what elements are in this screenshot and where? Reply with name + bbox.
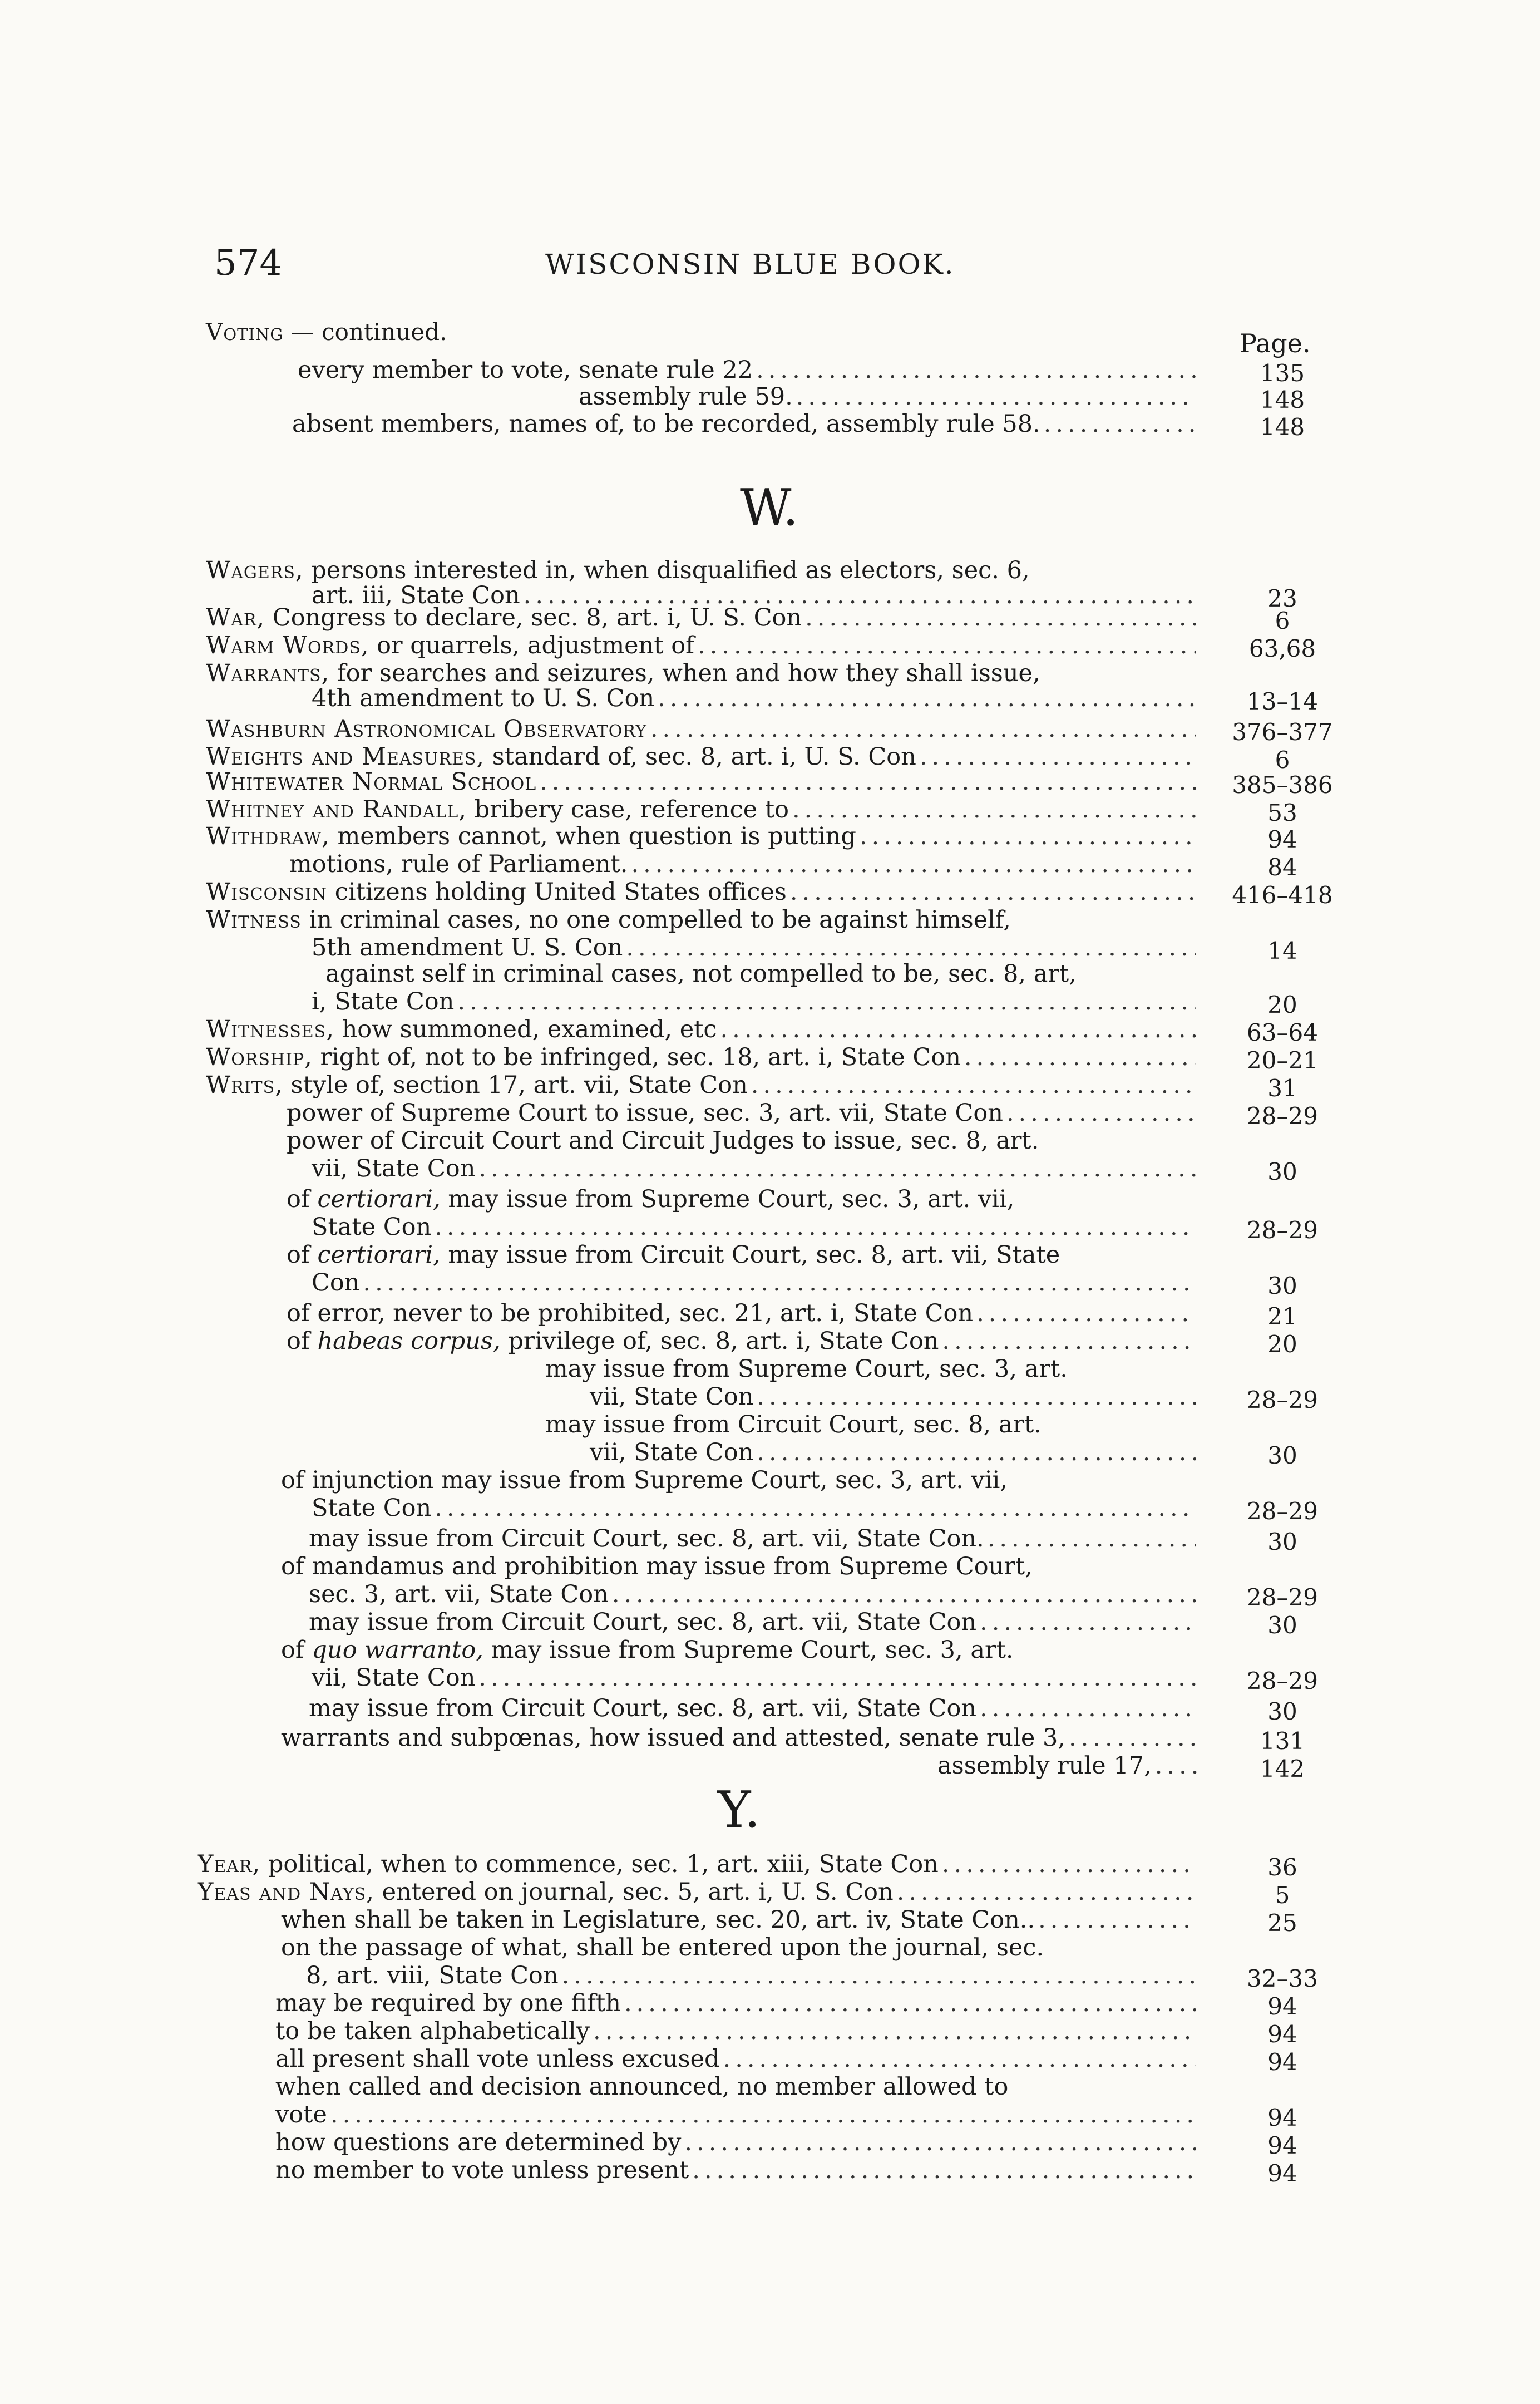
- page-reference: 6: [1275, 607, 1290, 634]
- index-entry-text: all present shall vote unless excused: [275, 2045, 720, 2073]
- index-entry-line: [275, 2101, 1196, 2129]
- index-entry-text: against self in criminal cases, not compelled to be, sec. 8, art,: [325, 960, 1077, 988]
- dot-leader: [964, 1043, 1196, 1071]
- page-reference: 28–29: [1247, 1667, 1318, 1694]
- index-term: Wagers,: [206, 556, 304, 584]
- page-reference: 142: [1260, 1755, 1305, 1782]
- page-reference: 94: [1267, 2021, 1297, 2048]
- index-entry-text: 8, art. viii, State Con: [306, 1962, 559, 1989]
- index-entry-text: State Con: [312, 1494, 432, 1522]
- index-entry-line: [287, 1327, 1196, 1355]
- page-reference: 20–21: [1247, 1047, 1318, 1074]
- index-entry-text: Weights and Measures, standard of, sec. 8, art. i, U. S. Con: [206, 743, 916, 771]
- index-entry-line: [206, 632, 1196, 659]
- index-entry-line: [206, 659, 1202, 687]
- page-reference: 53: [1267, 799, 1297, 826]
- page-reference: 376–377: [1232, 718, 1333, 746]
- dot-leader: [593, 2017, 1196, 2045]
- dot-leader: [897, 1878, 1196, 1906]
- page-reference: 385–386: [1232, 771, 1333, 799]
- index-italic-term: quo warranto,: [312, 1636, 483, 1664]
- index-entry-line: [312, 1269, 1196, 1297]
- dot-leader: [612, 1580, 1196, 1608]
- index-entry-text: may issue from Circuit Court, sec. 8, art. vii, State Con.: [309, 1525, 984, 1553]
- index-entry-text: Year, political, when to commence, sec. 1, art. xiii, State Con: [198, 1850, 939, 1878]
- index-term: Whitewater Normal School: [206, 768, 537, 796]
- section-letter-w: W.: [740, 479, 799, 537]
- index-entry-line: [306, 1962, 1196, 1989]
- index-entry-text: power of Circuit Court and Circuit Judges to issue, sec. 8, art.: [287, 1127, 1039, 1155]
- index-entry-line: [275, 2045, 1196, 2073]
- index-entry-text: of certiorari, may issue from Supreme Court, sec. 3, art. vii,: [287, 1185, 1015, 1213]
- running-head: WISCONSIN BLUE BOOK.: [545, 248, 955, 280]
- page-reference: 135: [1260, 359, 1305, 387]
- index-entry-line: [312, 1155, 1196, 1183]
- page-reference: 13–14: [1247, 688, 1318, 715]
- page-reference: 148: [1260, 413, 1305, 441]
- index-entry-line: [312, 1494, 1196, 1522]
- index-entry-line: [309, 1608, 1196, 1636]
- index-term: Weights and Measures,: [206, 743, 485, 771]
- page-reference: 30: [1267, 1612, 1297, 1639]
- page-reference: 21: [1267, 1303, 1297, 1330]
- page-number: 574: [214, 243, 283, 284]
- index-term: Withdraw,: [206, 822, 330, 850]
- page-reference: 30: [1267, 1158, 1297, 1185]
- index-entry-line: [545, 1355, 1202, 1383]
- page-reference: 94: [1267, 1993, 1297, 2020]
- index-entry-text: may issue from Circuit Court, sec. 8, art.: [545, 1411, 1042, 1439]
- index-entry-line: [275, 2017, 1196, 2045]
- index-entry-line: [292, 410, 1196, 438]
- page-reference: 36: [1267, 1854, 1297, 1881]
- dot-leader: [658, 684, 1196, 712]
- index-entry-line: [206, 1016, 1196, 1043]
- index-entry-line: [198, 1878, 1196, 1906]
- index-entry-line: [206, 556, 1202, 584]
- index-entry-text: sec. 3, art. vii, State Con: [309, 1580, 609, 1608]
- dot-leader: [624, 1989, 1196, 2017]
- page-reference: 30: [1267, 1698, 1297, 1725]
- index-entry-line: [206, 822, 1196, 850]
- continued-term: Voting: [206, 318, 284, 346]
- index-entry-text: Withdraw, members cannot, when question is putting: [206, 822, 856, 850]
- index-entry-line: [545, 1411, 1202, 1439]
- page-reference: 416–418: [1232, 881, 1333, 909]
- dot-leader: [692, 2156, 1196, 2184]
- index-entry-text: Wagers, persons interested in, when disqualified as electors, sec. 6,: [206, 556, 1030, 584]
- index-entry-text: may issue from Circuit Court, sec. 8, art. vii, State Con: [309, 1694, 977, 1722]
- index-entry-text: i, State Con: [312, 988, 455, 1016]
- index-entry-text: Witness in criminal cases, no one compelled to be against himself,: [206, 906, 1011, 934]
- page-reference: 148: [1260, 386, 1305, 413]
- index-entry-line: [206, 878, 1196, 906]
- dot-leader: [757, 1439, 1196, 1466]
- index-entry-text: absent members, names of, to be recorded, assembly rule 58.: [292, 410, 1040, 438]
- index-entry-line: [206, 768, 1196, 796]
- dot-leader: [1155, 1752, 1202, 1780]
- index-entry-text: motions, rule of Parliament.: [289, 850, 628, 878]
- index-entry-line: [275, 2073, 1202, 2101]
- continued-heading: [206, 318, 447, 346]
- index-entry-text: Witnesses, how summoned, examined, etc: [206, 1016, 717, 1043]
- index-entry-text: art. iii, State Con: [312, 582, 520, 609]
- index-entry-text: of habeas corpus, privilege of, sec. 8, art. i, State Con: [287, 1327, 939, 1355]
- index-term: Witness: [206, 906, 302, 934]
- dot-leader: [330, 2101, 1196, 2129]
- index-entry-line: [289, 850, 1196, 878]
- index-entry-line: [206, 1071, 1196, 1099]
- dot-leader: [1038, 1906, 1196, 1934]
- index-entry-text: vii, State Con: [590, 1439, 754, 1466]
- index-term: Year,: [198, 1850, 261, 1878]
- index-entry-text: [206, 715, 647, 743]
- dot-leader: [976, 1299, 1196, 1327]
- dot-leader: [942, 1850, 1196, 1878]
- index-entry-line: [309, 1580, 1196, 1608]
- page-reference: 94: [1267, 826, 1297, 853]
- index-entry-line: [937, 1752, 1202, 1780]
- index-entry-text: power of Supreme Court to issue, sec. 3, art. vii, State Con: [287, 1099, 1003, 1127]
- page-reference: 94: [1267, 2048, 1297, 2076]
- page-reference: 28–29: [1247, 1386, 1318, 1413]
- dot-leader: [805, 604, 1196, 632]
- page-reference: 84: [1267, 854, 1297, 881]
- index-entry-line: [287, 1185, 1202, 1213]
- index-entry-line: [281, 1724, 1202, 1752]
- index-entry-text: may be required by one fifth: [275, 1989, 621, 2017]
- dot-leader: [790, 878, 1196, 906]
- page-reference: 28–29: [1247, 1102, 1318, 1130]
- index-entry-text: of certiorari, may issue from Circuit Court, sec. 8, art. vii, State: [287, 1241, 1060, 1269]
- index-entry-text: every member to vote, senate rule 22: [298, 356, 753, 384]
- dot-leader: [860, 822, 1196, 850]
- page-reference: 30: [1267, 1272, 1297, 1299]
- index-entry-text: warrants and subpœnas, how issued and attested, senate rule 3,: [281, 1724, 1065, 1752]
- index-entry-text: vii, State Con: [590, 1383, 754, 1411]
- index-entry-text: vote: [275, 2101, 327, 2129]
- index-entry-text: Warrants, for searches and seizures, when and how they shall issue,: [206, 659, 1040, 687]
- index-entry-line: [312, 988, 1196, 1016]
- index-term: Witnesses,: [206, 1016, 334, 1043]
- page-reference: 63,68: [1248, 635, 1316, 662]
- page-reference: 20: [1267, 991, 1297, 1018]
- index-entry-text: Writs, style of, section 17, art. vii, State Con: [206, 1071, 748, 1099]
- dot-leader: [920, 743, 1196, 771]
- index-entry-text: no member to vote unless present: [275, 2156, 689, 2184]
- index-entry-line: [590, 1439, 1196, 1466]
- dot-leader: [988, 1525, 1196, 1553]
- index-entry-line: [287, 1127, 1202, 1155]
- index-entry-line: [281, 1636, 1202, 1664]
- page-reference: 31: [1267, 1075, 1297, 1102]
- index-entry-text: Whitney and Randall, bribery case, reference to: [206, 796, 789, 824]
- index-entry-line: [312, 684, 1196, 712]
- continued-suffix: — continued.: [283, 318, 447, 346]
- index-entry-line: [579, 383, 1196, 411]
- dot-leader: [980, 1608, 1196, 1636]
- page-column-label: Page.: [1240, 328, 1311, 358]
- index-entry-line: [298, 356, 1196, 384]
- page-reference: 28–29: [1247, 1216, 1318, 1244]
- index-term: Writs,: [206, 1071, 283, 1099]
- index-entry-text: vii, State Con: [312, 1155, 476, 1183]
- index-entry-text: Wisconsin citizens holding United States offices: [206, 878, 787, 906]
- dot-leader: [723, 2045, 1196, 2073]
- index-entry-text: Con: [312, 1269, 360, 1297]
- index-entry-text: when called and decision announced, no member allowed to: [275, 2073, 1009, 2101]
- index-entry-text: Yeas and Nays, entered on journal, sec. 5, art. i, U. S. Con: [198, 1878, 894, 1906]
- index-entry-line: [206, 604, 1196, 632]
- index-italic-term: certiorari,: [317, 1185, 441, 1213]
- index-entry-text: of injunction may issue from Supreme Court, sec. 3, art. vii,: [281, 1466, 1008, 1494]
- index-term: Warm Words,: [206, 632, 369, 659]
- index-entry-line: [281, 1553, 1202, 1580]
- index-term: Wisconsin: [206, 878, 328, 906]
- index-term: Whitney and Randall,: [206, 796, 467, 824]
- page-reference: 30: [1267, 1528, 1297, 1555]
- index-entry-text: 4th amendment to U. S. Con: [312, 684, 655, 712]
- index-entry-line: [590, 1383, 1196, 1411]
- index-entry-line: [281, 1934, 1202, 1962]
- page-reference: 94: [1267, 2160, 1297, 2187]
- dot-leader: [756, 356, 1196, 384]
- index-entry-text: Warm Words, or quarrels, adjustment of: [206, 632, 695, 659]
- dot-leader: [942, 1327, 1196, 1355]
- dot-leader: [684, 2129, 1196, 2156]
- page-reference: 25: [1267, 1909, 1297, 1937]
- dot-leader: [626, 934, 1196, 962]
- index-entry-line: [309, 1525, 1196, 1553]
- index-entry-line: [206, 715, 1196, 743]
- section-letter-y: Y.: [718, 1781, 761, 1839]
- page-reference: 6: [1275, 746, 1290, 774]
- dot-leader: [478, 1155, 1196, 1183]
- index-entry-line: [287, 1241, 1202, 1269]
- index-entry-text: of quo warranto, may issue from Supreme Court, sec. 3, art.: [281, 1636, 1014, 1664]
- dot-leader: [751, 1071, 1196, 1099]
- page-reference: 32–33: [1247, 1965, 1318, 1992]
- index-entry-line: [312, 1664, 1196, 1692]
- index-entry-line: [275, 1989, 1196, 2017]
- index-entry-line: [287, 1099, 1196, 1127]
- dot-leader: [698, 632, 1196, 659]
- dot-leader: [478, 1664, 1196, 1692]
- index-entry-line: [281, 1466, 1202, 1494]
- dot-leader: [562, 1962, 1196, 1989]
- index-entry-line: [309, 1694, 1196, 1722]
- index-entry-line: [198, 1850, 1196, 1878]
- index-entry-line: [275, 2129, 1196, 2156]
- page-reference: 30: [1267, 1442, 1297, 1469]
- index-entry-text: of mandamus and prohibition may issue from Supreme Court,: [281, 1553, 1033, 1580]
- dot-leader: [796, 383, 1196, 411]
- page-reference: 28–29: [1247, 1497, 1318, 1525]
- index-entry-text: 5th amendment U. S. Con: [312, 934, 623, 962]
- index-entry-text: assembly rule 17,: [937, 1752, 1152, 1780]
- index-entry-text: [206, 768, 536, 796]
- index-entry-text: to be taken alphabetically: [275, 2017, 590, 2045]
- dot-leader: [792, 796, 1196, 824]
- page-reference: 94: [1267, 2104, 1297, 2131]
- dot-leader: [435, 1213, 1196, 1241]
- page-reference: 94: [1267, 2132, 1297, 2159]
- dot-leader: [757, 1383, 1196, 1411]
- index-entry-text: may issue from Supreme Court, sec. 3, art.: [545, 1355, 1068, 1383]
- index-entry-text: State Con: [312, 1213, 432, 1241]
- dot-leader: [363, 1269, 1196, 1297]
- page-reference: 20: [1267, 1331, 1297, 1358]
- dot-leader: [631, 850, 1196, 878]
- index-entry-line: [312, 934, 1196, 962]
- index-entry-text: when shall be taken in Legislature, sec. 20, art. iv, State Con..: [281, 1906, 1035, 1934]
- index-term: Washburn Astronomical Observatory: [206, 715, 647, 743]
- dot-leader: [650, 715, 1196, 743]
- dot-leader: [435, 1494, 1196, 1522]
- dot-leader: [1069, 1724, 1202, 1752]
- page-reference: 23: [1267, 585, 1297, 612]
- index-entry-line: [206, 906, 1202, 934]
- index-entry-line: [281, 1906, 1196, 1934]
- page-reference: 131: [1260, 1727, 1305, 1755]
- index-term: Warrants,: [206, 659, 330, 687]
- dot-leader: [980, 1694, 1196, 1722]
- index-entry-text: on the passage of what, shall be entered upon the journal, sec.: [281, 1934, 1044, 1962]
- index-italic-term: habeas corpus,: [317, 1327, 501, 1355]
- page-reference: 14: [1267, 937, 1297, 964]
- dot-leader: [457, 988, 1196, 1016]
- index-italic-term: certiorari,: [317, 1241, 441, 1269]
- dot-leader: [1044, 410, 1196, 438]
- index-entry-text: vii, State Con: [312, 1664, 476, 1692]
- index-entry-line: [287, 1299, 1196, 1327]
- page-reference: 5: [1275, 1881, 1290, 1909]
- index-term: Yeas and Nays,: [198, 1878, 374, 1906]
- index-entry-text: Worship, right of, not to be infringed, sec. 18, art. i, State Con: [206, 1043, 961, 1071]
- page-reference: 63–64: [1247, 1019, 1318, 1046]
- index-term: Worship,: [206, 1043, 313, 1071]
- index-entry-text: may issue from Circuit Court, sec. 8, art. vii, State Con: [309, 1608, 977, 1636]
- index-entry-line: [206, 743, 1196, 771]
- page-reference: 28–29: [1247, 1584, 1318, 1611]
- index-entry-line: [206, 1043, 1196, 1071]
- index-entry-line: [325, 960, 1202, 988]
- dot-leader: [540, 768, 1196, 796]
- index-entry-text: how questions are determined by: [275, 2129, 682, 2156]
- dot-leader: [1006, 1099, 1196, 1127]
- index-entry-line: [275, 2156, 1196, 2184]
- index-entry-line: [206, 796, 1196, 824]
- index-entry-line: [312, 1213, 1196, 1241]
- index-entry-text: of error, never to be prohibited, sec. 21, art. i, State Con: [287, 1299, 974, 1327]
- dot-leader: [720, 1016, 1196, 1043]
- index-entry-text: War, Congress to declare, sec. 8, art. i, U. S. Con: [206, 604, 802, 632]
- index-entry-text: assembly rule 59.: [579, 383, 793, 411]
- index-term: War,: [206, 604, 265, 632]
